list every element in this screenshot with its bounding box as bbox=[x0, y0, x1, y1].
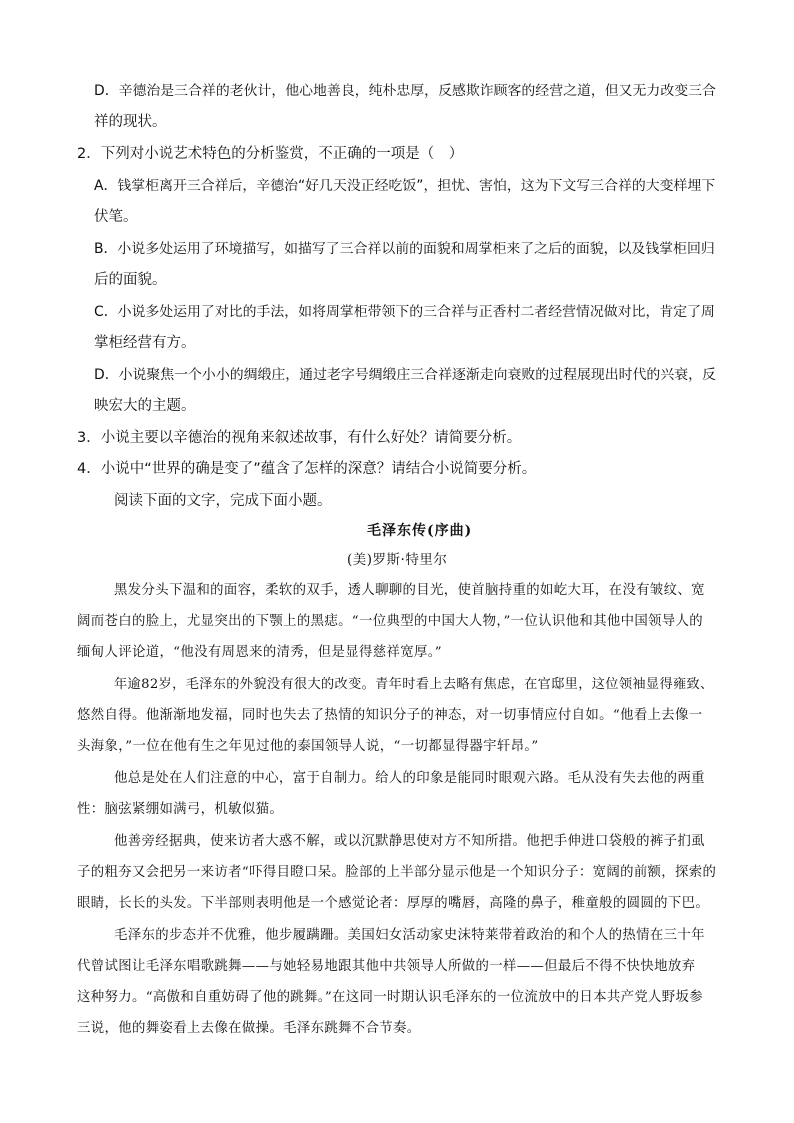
q2-option-c-line1: C．小说多处运用了对比的手法，如将周掌柜带领下的三合祥与正香村二者经营情况做对比，肯定了周 bbox=[94, 304, 715, 320]
q2-option-d-line1: D．小说聚焦一个小小的绸缎庄，通过老字号绸缎庄三合祥逐渐走向衰败的过程展现出时代的兴衰，反 bbox=[94, 367, 716, 383]
q2-stem: 2．下列对小说艺术特色的分析鉴赏，不正确的一项是（ ） bbox=[77, 146, 464, 162]
q4-stem: 4．小说中“世界的确是变了”蕴含了怎样的深意？请结合小说简要分析。 bbox=[77, 461, 537, 477]
q2-option-b-line2: 后的面貌。 bbox=[94, 272, 167, 288]
article-p3-line2: 性：脑弦紧绷如满弓，机敏似猫。 bbox=[77, 802, 284, 817]
q2-option-a-line1: A．钱掌柜离开三合祥后，辛德治“好几天没正经吃饭”，担忧、害怕，这为下文写三合祥的大变样埋下 bbox=[94, 178, 716, 194]
article-p5-line2: 代曾试图让毛泽东唱歌跳舞——与她轻易地跟其他中共领导人所做的一样——但最后不得不快快地放弃 bbox=[77, 959, 696, 974]
q1-option-d-line1: D．辛德治是三合祥的老伙计，他心地善良，纯朴忠厚，反感欺诈顾客的经营之道，但又无力改变三合 bbox=[94, 83, 716, 99]
article-p5-line4: 三说，他的舞姿看上去像在做操。毛泽东跳舞不合节奏。 bbox=[77, 1021, 421, 1036]
article-p3-line1: 他总是处在人们注意的中心，富于自制力。给人的印象是能同时眼观六路。毛从没有失去他的两重 bbox=[114, 771, 705, 786]
article-p1-line3: 缅甸人评论道，“他没有周恩来的清秀，但是显得慈祥宽厚。” bbox=[77, 645, 442, 660]
article-p4-line1: 他善旁经据典，使来访者大惑不解，或以沉默静思使对方不知所措。他把手伸进口袋般的裤子扪虱 bbox=[114, 834, 705, 849]
article-p1-line1: 黑发分头下温和的面容，柔软的双手，透人聊聊的目光，使首脑持重的如屹大耳，在没有皱纹、宽 bbox=[114, 583, 705, 598]
q2-option-c-line2: 掌柜经营有方。 bbox=[94, 335, 196, 351]
article-p2-line3: 头海象，”一位在他有生之年见过他的泰国领导人说，“一切都显得器宇轩昂。” bbox=[77, 739, 539, 754]
reading-instruction: 阅读下面的文字，完成下面小题。 bbox=[114, 493, 332, 509]
q2-option-d-line2: 映宏大的主题。 bbox=[94, 398, 196, 414]
q1-option-d-line2: 祥的现状。 bbox=[94, 114, 167, 130]
article-p5-line3: 这种努力。“高傲和自重妨碍了他的跳舞。”在这同一时期认识毛泽东的一位流放中的日本共产党人野坂参 bbox=[77, 990, 704, 1005]
q3-stem: 3．小说主要以辛德治的视角来叙述故事，有什么好处？请简要分析。 bbox=[77, 430, 522, 446]
article-author: (美)罗斯·特里尔 bbox=[347, 552, 448, 568]
article-title: 毛泽东传(序曲) bbox=[367, 523, 473, 539]
article-p2-line1: 年逾82岁，毛泽东的外貌没有很大的改变。青年时看上去略有焦虑，在官邸里，这位领袖显得雍致、 bbox=[114, 677, 714, 692]
article-p1-line2: 阔而苍白的脸上，尤显突出的下颚上的黑痣。“一位典型的中国大人物，”一位认识他和其他中国领导人的 bbox=[77, 614, 704, 629]
q2-option-a-line2: 伏笔。 bbox=[94, 209, 138, 225]
article-p2-line2: 悠然自得。他渐渐地发福，同时也失去了热情的知识分子的神态，对一切事情应付自如。“他看上去像一 bbox=[77, 708, 703, 723]
article-p5-line1: 毛泽东的步态并不优雅，他步履蹒跚。美国妇女活动家史沫特莱带着政治的和个人的热情在三十年 bbox=[114, 928, 705, 943]
q2-option-b-line1: B．小说多处运用了环境描写，如描写了三合祥以前的面貌和周掌柜来了之后的面貌，以及钱掌柜回归 bbox=[94, 241, 715, 257]
article-p4-line3: 眼睛，长长的头发。下半部则表明他是一个感觉论者：厚厚的嘴唇，高隆的鼻子，稚童般的圆圆的下巴。 bbox=[77, 896, 710, 911]
article-p4-line2: 子的粗夯又会把另一来访者“吓得目瞪口呆。脸部的上半部分显示他是一个知识分子：宽阔的前额，探索的 bbox=[77, 865, 717, 880]
